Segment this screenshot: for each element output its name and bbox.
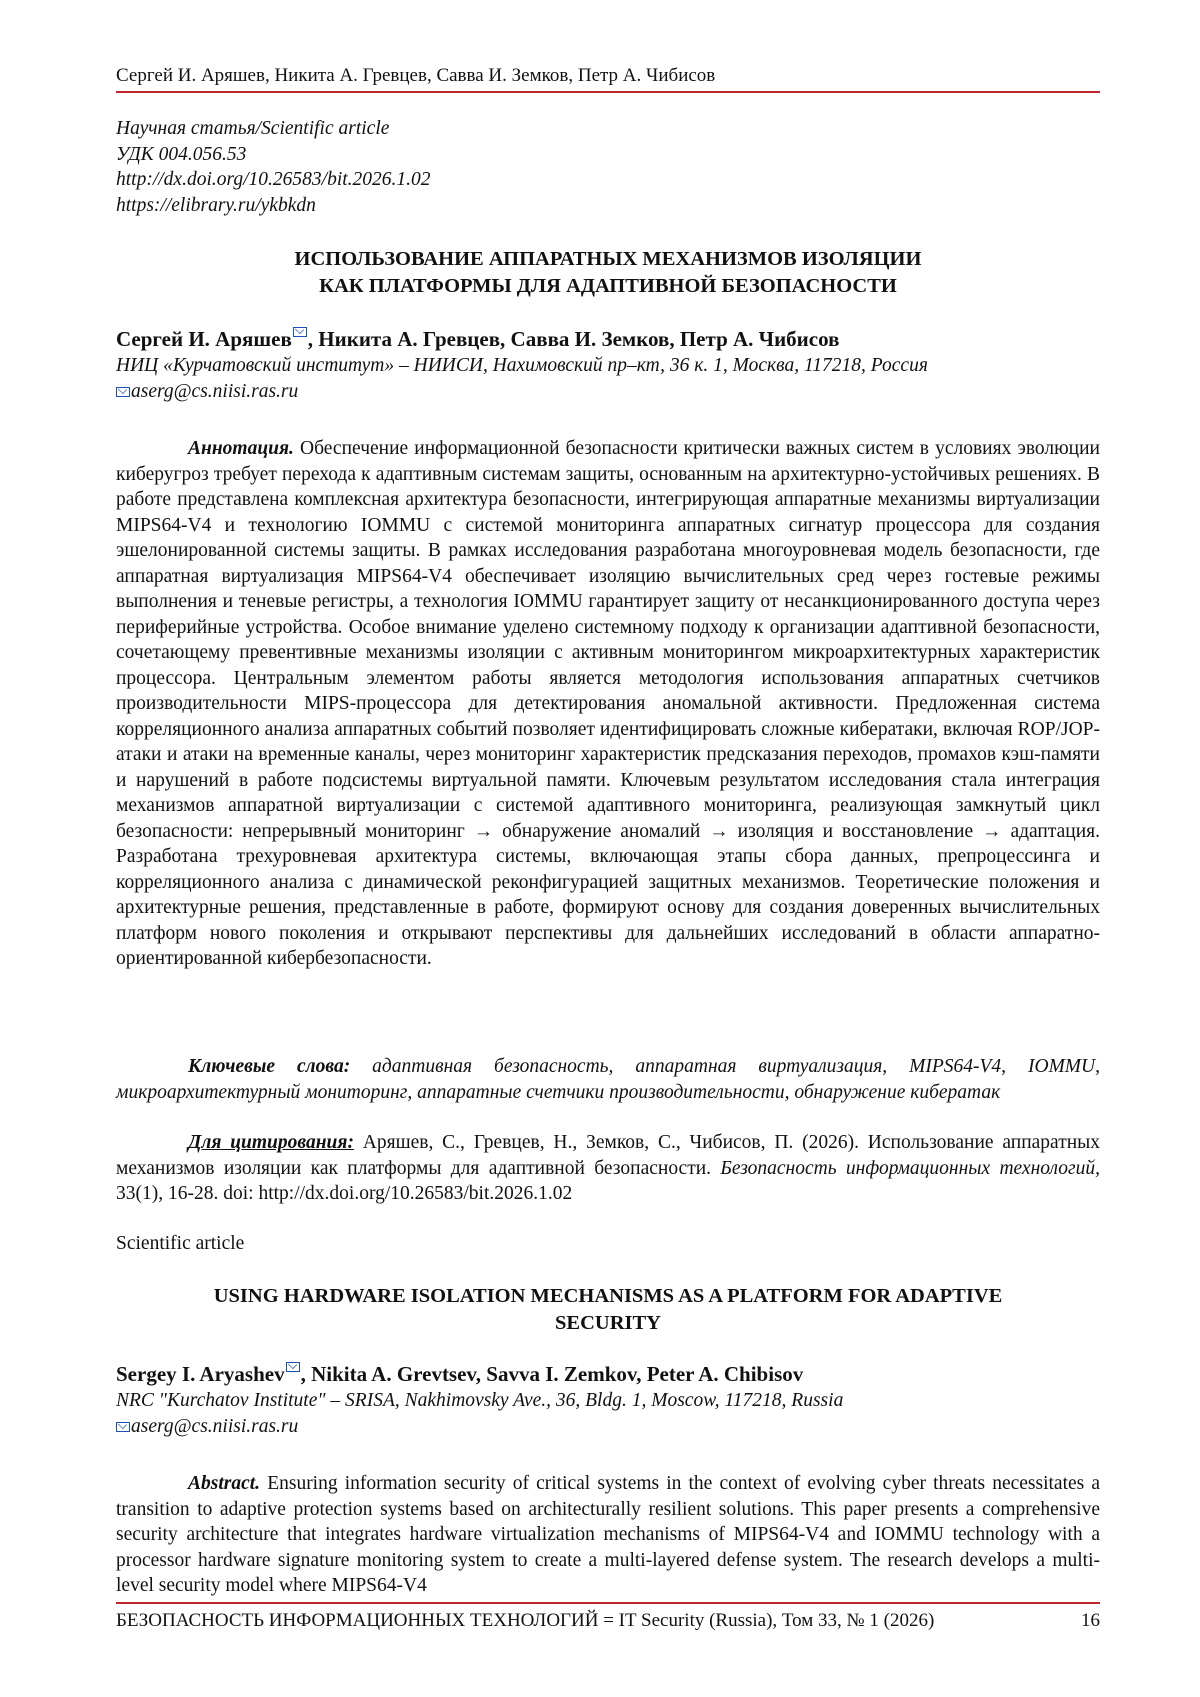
- keywords-ru-label: Ключевые слова:: [188, 1056, 351, 1077]
- abstract-en-text: Ensuring information security of critical systems in the context of evolving cyber threats necessitates a transition to adaptive protection systems based on architecturally resilient solutions. This paper presents a comprehensive security architecture that integrates hardware virtualization mechanisms of MIPS64-V4 and IOMMU technology with a processor hardware signature monitoring system to create a multi-layered defense system. The research develops a multi-level security model where MIPS64-V4: [116, 1473, 1101, 1596]
- email-en-line: [116, 1414, 1100, 1440]
- email-ru-line: [116, 379, 1100, 405]
- affiliation-en-block: [116, 1388, 1100, 1439]
- keywords-ru-text: адаптивная безопасность, аппаратная виртуализация, MIPS64-V4, IOMMU, микроархитектурный мониторинг, аппаратные счетчики производительности, обнаружение кибератак: [116, 1056, 1101, 1103]
- authors-ru: [116, 326, 1100, 352]
- citation-ru-journal: Безопасность информационных технологий,: [720, 1157, 1101, 1179]
- footer-journal: БЕЗОПАСНОСТЬ ИНФОРМАЦИОННЫХ ТЕХНОЛОГИЙ = IT Security (Russia), Том 33, № 1 (2026): [116, 1610, 935, 1631]
- article-meta: [116, 116, 1100, 218]
- authors-en: [116, 1361, 1100, 1387]
- affiliation-en: NRC "Kurchatov Institute" – SRISA, Nakhimovsky Ave., 36, Bldg. 1, Moscow, 117218, Russia: [116, 1390, 844, 1411]
- abstract-ru-label: Аннотация.: [188, 438, 294, 459]
- mail-icon: [286, 1362, 300, 1372]
- coauthors-ru: , Никита А. Гревцев, Савва И. Земков, Петр А. Чибисов: [307, 327, 840, 351]
- article-type-en: Scientific article: [116, 1233, 245, 1254]
- footer: [116, 1609, 1100, 1633]
- citation-ru-label: Для цитирования:: [188, 1132, 354, 1153]
- abstract-ru-text: Обеспечение информационной безопасности критически важных систем в условиях эволюции киберугроз требует перехода к адаптивным системам защиты, основанным на архитектурно-устойчивых решениях. В работе представлена комплексная архитектура безопасности, интегрирующая аппаратные механизмы виртуализации MIPS64-V4 и технологию IOMMU с системой мониторинга аппаратных сигнатур процессора для создания эшелонированной системы защиты. В рамках исследования разработана многоуровневая модель безопасности, где аппаратная виртуализация MIPS64-V4 обеспечивает изоляцию вычислительных сред через гостевые режимы выполнения и теневые регистры, а технология IOMMU гарантирует защиту от несанкционированного доступа через периферийные устройства. Особое внимание уделено системному подходу к организации адаптивной безопасности, сочетающему превентивные механизмы изоляции с активным мониторингом микроархитектурных характеристик процессора. Центральным элементом работы является методология использования аппаратных счетчиков производительности MIPS-процессора для детектирования аномальной активности. Предложенная система корреляционного анализа аппаратных событий позволяет идентифицировать сложные кибератаки, включая ROP/JOP-атаки и атаки на временные каналы, через мониторинг характеристик предсказания переходов, промахов кэш-памяти и нарушений в работе подсистемы виртуальной памяти. Ключевым результатом исследования стала интеграция механизмов аппаратной виртуализации с системой адаптивного мониторинга, реализующая замкнутый цикл безопасности: непрерывный мониторинг → обнаружение аномалий → изоляция и восстановление → адаптация. Разработана трехуровневая архитектура системы, включающая этапы сбора данных, препроцессинга и корреляционного анализа с динамической реконфигурацией защитных механизмов. Теоретические положения и архитектурные решения, представленные в работе, формируют основу для создания доверенных вычислительных платформ нового поколения и открывают перспективы для дальнейших исследований в области аппаратно-ориентированной кибербезопасности.: [116, 438, 1100, 969]
- abstract-ru: [116, 436, 1100, 972]
- citation-ru-tail: 33(1), 16-28. doi: http://dx.doi.org/10.26583/bit.2026.1.02: [116, 1183, 573, 1204]
- abstract-en: [116, 1471, 1100, 1599]
- udc-code: УДК 004.056.53: [116, 143, 247, 165]
- mail-icon: [116, 1422, 130, 1432]
- header-rule: [116, 91, 1100, 93]
- citation-ru-text: Аряшев, С., Гревцев, Н., Земков, С., Чибисов, П. (2026). Использование аппаратных механизмов изоляции как платформы для адаптивной безопасности.: [116, 1132, 1100, 1179]
- title-en-line1: USING HARDWARE ISOLATION MECHANISMS AS A PLATFORM FOR ADAPTIVE: [213, 1285, 1003, 1307]
- mail-icon: [116, 387, 130, 397]
- affiliation-ru-block: [116, 353, 1100, 404]
- title-ru: [116, 246, 1100, 300]
- footer-rule: [116, 1602, 1100, 1604]
- title-ru-line1: ИСПОЛЬЗОВАНИЕ АППАРАТНЫХ МЕХАНИЗМОВ ИЗОЛЯЦИИ: [294, 248, 922, 270]
- coauthors-en: , Nikita A. Grevtsev, Savva I. Zemkov, Peter A. Chibisov: [300, 1362, 804, 1386]
- corresponding-author-ru: Сергей И. Аряшев: [116, 327, 292, 351]
- email-en[interactable]: aserg@cs.niisi.ras.ru: [131, 1415, 299, 1437]
- running-head: Сергей И. Аряшев, Никита А. Гревцев, Савва И. Земков, Петр А. Чибисов: [116, 65, 716, 86]
- corresponding-author-en: Sergey I. Aryashev: [116, 1362, 285, 1386]
- page-number: 16: [1081, 1610, 1100, 1631]
- elibrary-link[interactable]: https://elibrary.ru/ykbkdn: [116, 194, 316, 216]
- mail-icon: [293, 327, 307, 337]
- keywords-ru: [116, 1054, 1100, 1105]
- title-en: [116, 1283, 1100, 1337]
- title-en-line2: SECURITY: [555, 1312, 661, 1334]
- affiliation-ru: НИЦ «Курчатовский институт» – НИИСИ, Нахимовский пр–кт, 36 к. 1, Москва, 117218, Россия: [116, 355, 928, 376]
- email-ru[interactable]: aserg@cs.niisi.ras.ru: [131, 380, 299, 402]
- title-ru-line2: КАК ПЛАТФОРМЫ ДЛЯ АДАПТИВНОЙ БЕЗОПАСНОСТИ: [319, 275, 897, 297]
- abstract-en-label: Abstract.: [188, 1473, 261, 1494]
- article-type: Научная статья/Scientific article: [116, 118, 390, 139]
- doi-link[interactable]: http://dx.doi.org/10.26583/bit.2026.1.02: [116, 169, 431, 190]
- citation-ru: [116, 1130, 1100, 1207]
